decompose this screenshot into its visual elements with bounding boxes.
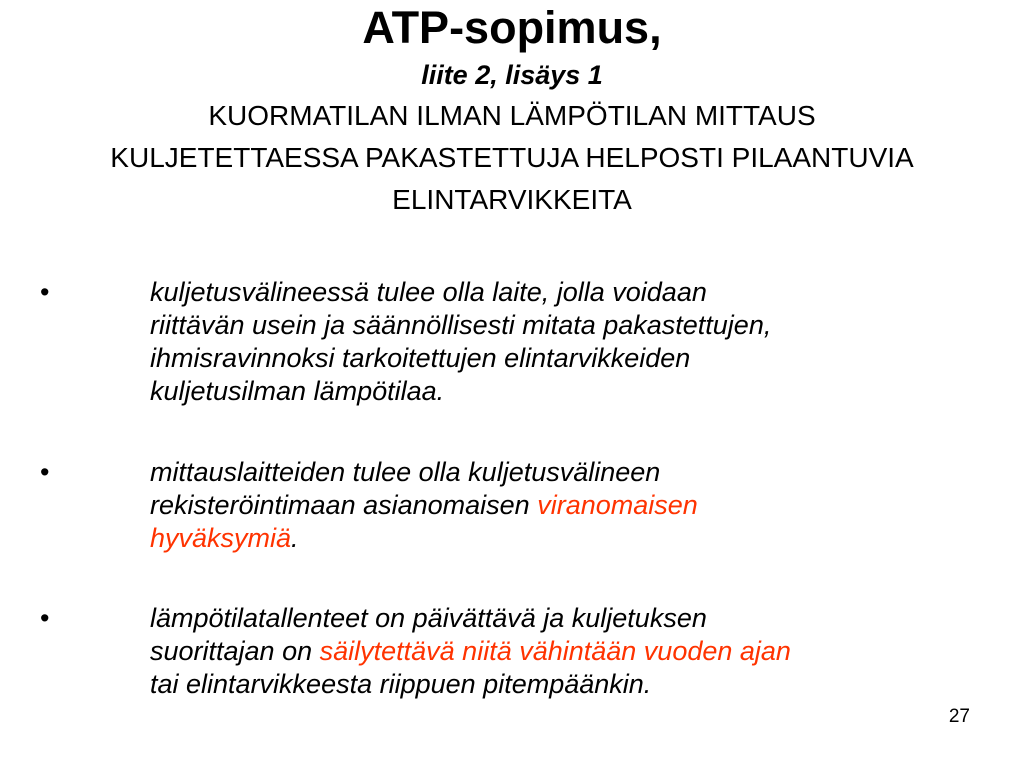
bullet-1-line-1: kuljetusvälineessä tulee olla laite, jolla voidaan xyxy=(150,277,707,307)
heading-line-2: KULJETETTAESSA PAKASTETTUJA HELPOSTI PILAANTUVIA xyxy=(110,142,914,173)
slide-title: ATP-sopimus, xyxy=(362,2,662,53)
highlight-approved: hyväksymiä xyxy=(150,523,292,553)
bullet-2-line-3 xyxy=(150,522,970,555)
bullet-1-line-3: ihmisravinnoksi tarkoitettujen elintarvikkeiden xyxy=(150,343,691,373)
bullet-3-line-2-text: suorittajan on xyxy=(150,636,320,666)
heading-line-3: ELINTARVIKKEITA xyxy=(392,184,632,215)
bullet-1-line-2: riittävän usein ja säännöllisesti mitata pakastettujen, xyxy=(150,310,772,340)
slide-subtitle: liite 2, lisäys 1 xyxy=(421,60,603,90)
bullet-2-period: . xyxy=(291,523,299,553)
bullet-dot: • xyxy=(40,277,50,307)
page-number: 27 xyxy=(948,706,970,727)
bullet-3-line-1: lämpötilatallenteet on päivättävä ja kuljetuksen xyxy=(150,603,707,633)
bullet-text-2 xyxy=(150,456,970,555)
bullet-2-line-2-text: rekisteröintimaan asianomaisen xyxy=(150,490,538,520)
bullet-3-line-3: tai elintarvikkeesta riippuen pitempäänkin. xyxy=(150,669,652,699)
bullet-dot: • xyxy=(40,457,50,487)
bullet-text-3 xyxy=(150,602,970,701)
highlight-authority: viranomaisen xyxy=(537,490,698,520)
bullet-dot: • xyxy=(40,603,50,633)
bullet-2-line-2 xyxy=(150,489,970,522)
bullet-1-line-4: kuljetusilman lämpötilaa. xyxy=(150,376,445,406)
heading-line-1: KUORMATILAN ILMAN LÄMPÖTILAN MITTAUS xyxy=(208,100,816,131)
bullet-3-line-2 xyxy=(150,635,970,668)
bullet-text-1 xyxy=(150,276,970,408)
highlight-retention: säilytettävä niitä vähintään vuoden ajan xyxy=(319,636,791,666)
bullet-2-line-1: mittauslaitteiden tulee olla kuljetusvälineen xyxy=(150,457,661,487)
